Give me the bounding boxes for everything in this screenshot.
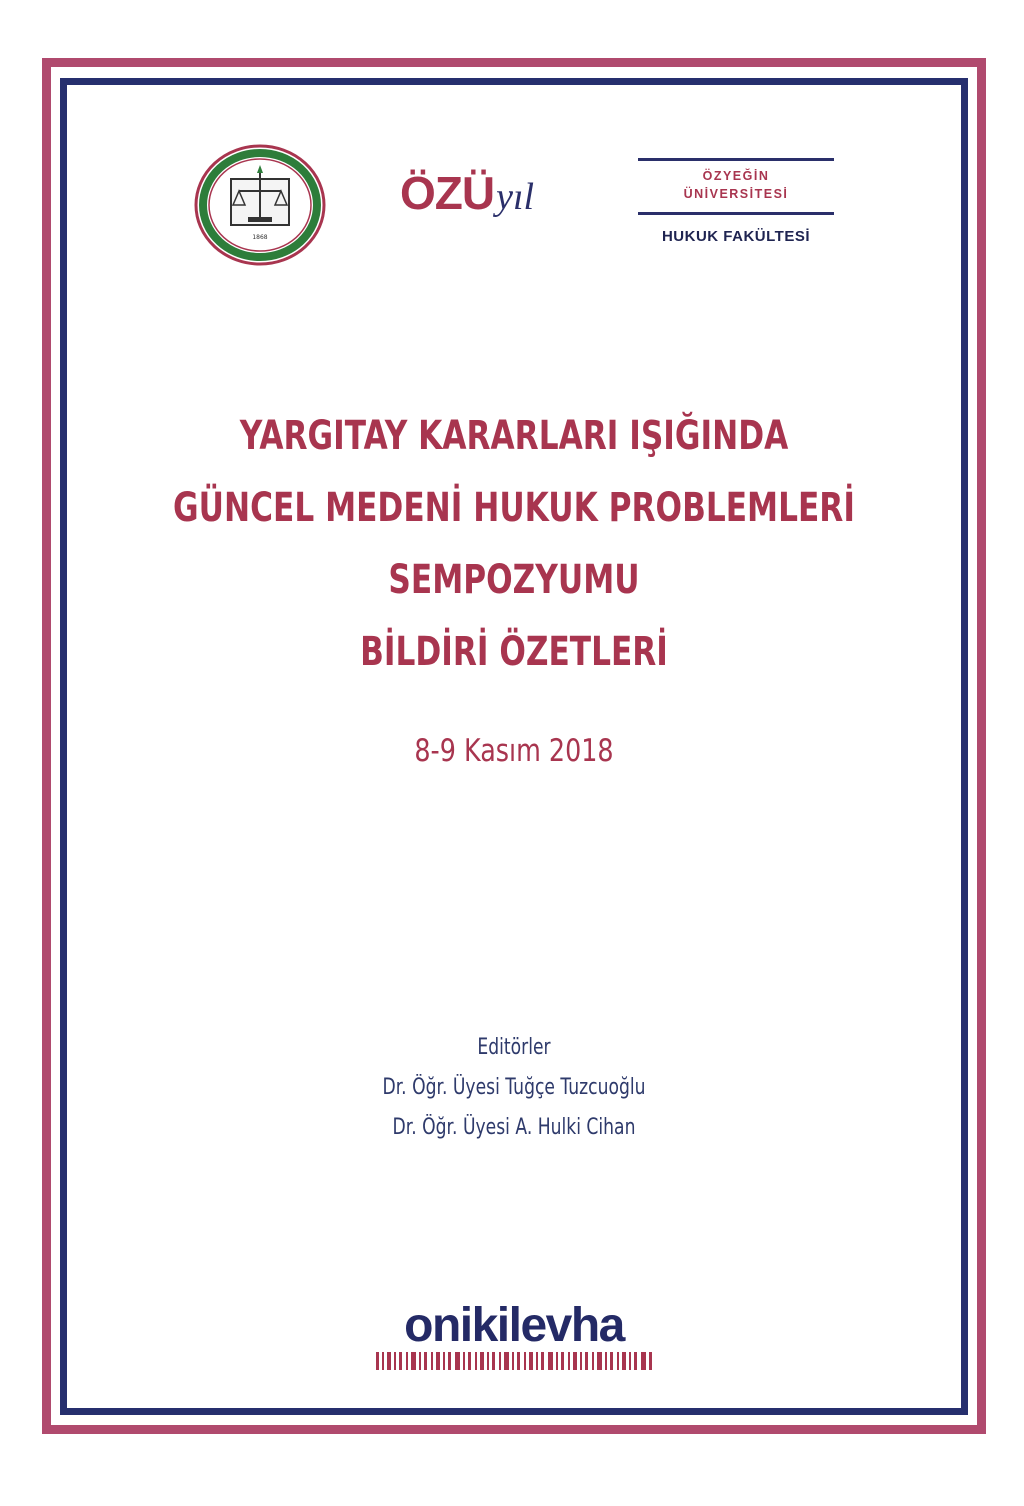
- logo-line: [638, 212, 834, 215]
- ozu-logo-text: ÖZÜ: [400, 167, 495, 219]
- publisher-name: onikilevha: [404, 1299, 624, 1352]
- svg-text:1868: 1868: [252, 234, 268, 241]
- editors-heading: Editörler: [477, 1035, 551, 1060]
- symposium-date: 8-9 Kasım 2018: [414, 733, 614, 769]
- faculty-name: HUKUK FAKÜLTESİ: [661, 228, 811, 245]
- logo-line: [638, 158, 834, 161]
- title-line: YARGITAY KARARLARI IŞIĞINDA: [239, 413, 789, 459]
- book-title: [60, 400, 968, 688]
- title-line: BİLDİRİ ÖZETLERİ: [360, 629, 668, 675]
- ozyegin-university-logo: [638, 156, 834, 250]
- editor-name: Dr. Öğr. Üyesi Tuğçe Tuzcuoğlu: [382, 1075, 646, 1100]
- yargitay-seal-icon: [193, 143, 327, 267]
- ozu-logo-suffix: yıl: [496, 176, 535, 218]
- university-name-line2: ÜNİVERSİTESİ: [638, 187, 834, 201]
- title-line: SEMPOZYUMU: [388, 557, 640, 603]
- editor-name: Dr. Öğr. Üyesi A. Hulki Cihan: [392, 1115, 636, 1140]
- university-name-line1: ÖZYEĞİN: [638, 169, 834, 183]
- editors-block: [60, 1028, 968, 1148]
- ozu-yil-logo: [400, 166, 534, 236]
- publisher-logo: [372, 1298, 656, 1378]
- barcode-icon: [376, 1352, 652, 1370]
- title-line: GÜNCEL MEDENİ HUKUK PROBLEMLERİ: [173, 485, 855, 531]
